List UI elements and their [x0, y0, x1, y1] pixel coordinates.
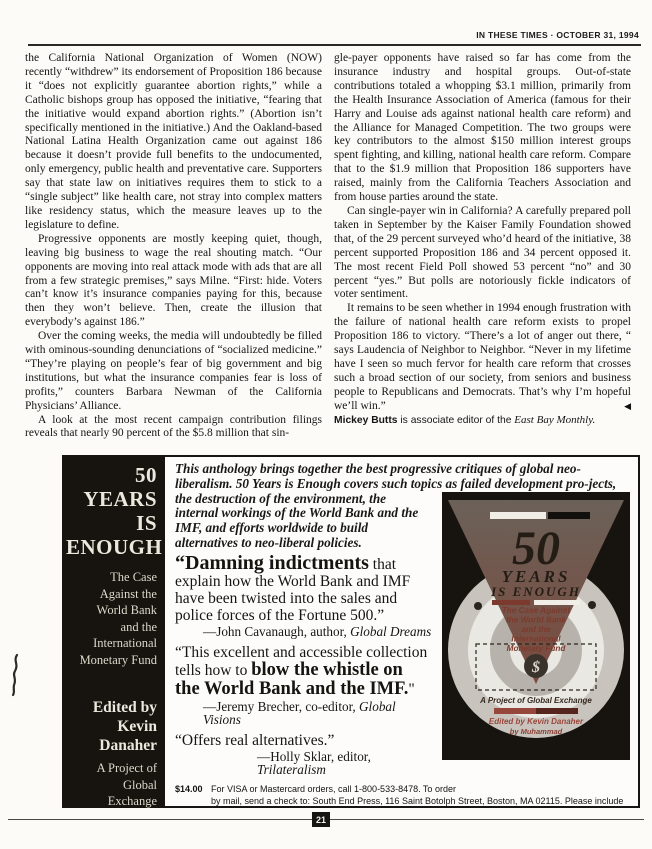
quote-text: that explain how the World Bank and IMF have been twisted into the sales and police forces of the Fortune 500.”	[175, 555, 411, 624]
cover-number: 50	[512, 521, 560, 575]
ad-title-line: ENOUGH	[66, 535, 163, 559]
ad-subtitle-line: World Bank	[96, 603, 157, 617]
cover-project-line: A Project of Global Exchange	[480, 695, 592, 705]
cover-bar	[536, 708, 578, 714]
cover-case-line: and the	[521, 624, 551, 634]
book-advertisement	[62, 455, 640, 808]
article-paragraph: A look at the most recent campaign contribution filings reveals that nearly 90 percent of the $5.8 million that sin-	[25, 413, 322, 440]
article-left-column	[25, 52, 322, 441]
book-cover-photo	[442, 492, 630, 760]
attribution-work: Global Dreams	[350, 623, 432, 639]
quote-text: "	[408, 680, 415, 698]
attribution-work: Global Visions	[203, 698, 396, 727]
book-price: $14.00	[175, 783, 203, 794]
article-paragraph-text: It remains to be seen whether in 1994 enough frustration with the failure of national health care reform exists to propel Proposition 186 to victory. “There’s a lot of anger out there, “ says Laudencia of Neighbor to Neighbor. “Never in my lifetime have I seen so much fervor for health care reform that crosses such a broad section of our society, from seniors and business people to Republicans and Democrats. That’s why I’m hopeful we’ll win.”	[334, 302, 631, 412]
ordering-lines	[211, 783, 630, 808]
attribution-text: —Jeremy Brecher, co-editor,	[203, 698, 360, 714]
ad-title-line: YEARS	[83, 487, 157, 511]
article-paragraph: Can single-payer win in California? A carefully prepared poll taken in September by the Kaiser Family Foundation showed that, of the 29 percent surveyed who’d heard of the initiative, 38 percent supported Proposition 186 and 34 percent opposed it. The most recent Field Poll showed 53 percent “no” and 30 percent “yes.” But polls are notoriously fickle indicators of voter sentiment.	[334, 204, 631, 301]
ad-subtitle-line: Against the	[99, 586, 157, 601]
ad-subtitle-line: International	[93, 636, 157, 650]
ordering-info	[175, 783, 630, 808]
ad-title-line: 50	[135, 463, 157, 487]
cover-is-enough: IS ENOUGH	[491, 583, 581, 599]
book-cover-illustration	[442, 492, 630, 760]
ordering-line: by mail, send a check to: South End Press, 116 Saint Botolph Street, Boston, MA 02115. Please include	[211, 796, 624, 807]
byline	[334, 414, 631, 427]
end-of-article-icon: ◀	[624, 400, 631, 411]
ad-project-line: Exchange	[107, 794, 157, 808]
cover-dot	[474, 602, 482, 610]
ad-subtitle-line: The Case	[110, 570, 157, 584]
article-paragraph: Progressive opponents are mostly keeping quiet, though, leaving big business to wage the real shouting match. “Our opponents are moving into real attack mode with ads that are all from a few strategic premises,” says Milne. “First: hide. Voters can’t know it’s insurance companies paying for this, because then they won’t believe. Then, create the illusion that everybody’s against 186.”	[25, 232, 322, 329]
cover-edited-line: Edited by Kevin Danaher	[488, 716, 584, 726]
ad-title-line: IS	[136, 511, 157, 535]
ad-editor-line: Kevin	[117, 718, 157, 735]
quote-text: “Offers real alternatives.”	[175, 731, 335, 749]
ad-editor	[66, 698, 157, 755]
cover-case-line: the World Bank	[506, 615, 566, 625]
ad-book-title	[66, 463, 163, 559]
quote-text: “This excellent and accessible collection tells how to	[175, 643, 428, 679]
cover-years: YEARS	[501, 566, 571, 586]
cover-bar	[494, 708, 536, 714]
article-body	[25, 52, 631, 441]
ordering-line: For VISA or Mastercard orders, call 1-800-533-8478. To order	[211, 783, 456, 794]
quote-emphasis: blow the whistle on the World Bank and the IMF.	[175, 659, 409, 699]
ad-project-line: Global	[122, 777, 157, 792]
cover-bar	[548, 512, 590, 519]
quote-lead: “Damning indictments	[175, 551, 369, 574]
ad-project	[66, 760, 157, 810]
attribution-text: —Holly Sklar, editor,	[257, 748, 371, 764]
margin-pen-mark	[4, 652, 26, 698]
ad-subtitle-line: Monetary Fund	[79, 652, 157, 667]
attribution-work: Trilateralism	[257, 761, 326, 777]
attribution-text: —John Cavanaugh, author,	[203, 623, 351, 639]
ad-editor-line: Danaher	[99, 737, 157, 754]
byline-publication: East Bay Monthly.	[514, 413, 596, 426]
cover-dot	[588, 601, 596, 609]
ad-intro-text: This anthology brings together the best progressive critiques of global neo-liberalism. 50 Years is Enough covers such topics as failed development pro-	[175, 461, 589, 491]
ad-subtitle-line: and the	[120, 619, 157, 634]
article-right-column	[334, 52, 631, 441]
cover-bar	[534, 600, 580, 605]
masthead-dateline: IN THESE TIMES · OCTOBER 31, 1994	[476, 30, 639, 40]
article-paragraph	[334, 302, 631, 413]
ad-project-line: A Project of	[96, 761, 157, 775]
page-number: 21	[312, 812, 330, 827]
ad-content	[165, 455, 640, 808]
cover-case-line: The Case Against	[501, 605, 571, 615]
byline-author: Mickey Butts	[334, 414, 398, 426]
cover-case-line: Monetary Fund	[506, 643, 566, 653]
ad-editor-line: Edited by	[92, 699, 157, 716]
article-paragraph: the California National Organization of Women (NOW) recently “withdrew” its endorsement of Proposition 186 because it “does not explicitly guarantee abortion rights,” while a Catholic bishops group has opposed the initiative, “fearing that the initiative would expand abortion rights.” (Abortion isn’t specifically mentioned in the initiative.) And the Oakland-based National Latina Health Organization came out against 186 because it doesn’t provide full benefits to the undocumented, only emergency, public health and preventative care. Supporters say that state law on initiatives requires them to stick to a “single subject” like health care, not stray into complex matters like residency status, which the measure leaves up to the legislature to define.	[25, 52, 322, 231]
cover-case-line: International	[511, 634, 561, 644]
ad-intro-text: jects, the destruction of the environment, the internal workings of the World Bank and the IMF, and efforts worldwide to build alternatives to neo-liberal policies.	[175, 475, 617, 550]
cover-bar	[492, 600, 530, 605]
cover-bar	[490, 512, 546, 519]
header-rule	[28, 44, 641, 46]
article-paragraph: Over the coming weeks, the media will undoubtedly be filled with ominous-sounding denunciations of “socialized medicine.” “They’re playing on people’s fear of big government and big institutions, but what the insurance companies fear is loss of profits,” counters Barbara Newman of the California Physicians’ Alliance.	[25, 330, 322, 412]
cover-foreword-line: by Muhammad	[509, 726, 563, 736]
byline-text: is associate editor of the	[397, 414, 515, 426]
article-paragraph: gle-payer opponents have raised so far has come from the insurance industry and hospital groups. Out-of-state contributions totaled a whopping $3.1 million, primarily from the Health Insurance Association of America (famous for their Harry and Louise ads against national health care reform) and the Alliance for Managed Competition. The two groups were key contributors to the almost $150 million interest groups spent fighting, and killing, national health care reform. Compare that to the $1.9 million that Proposition 186 supporters have raised, mainly from the California Teachers Association and from house parties around the state.	[334, 52, 631, 204]
ad-book-subtitle	[66, 569, 157, 668]
cover-dollar-icon: $	[532, 658, 540, 676]
ad-sidebar	[62, 455, 165, 808]
